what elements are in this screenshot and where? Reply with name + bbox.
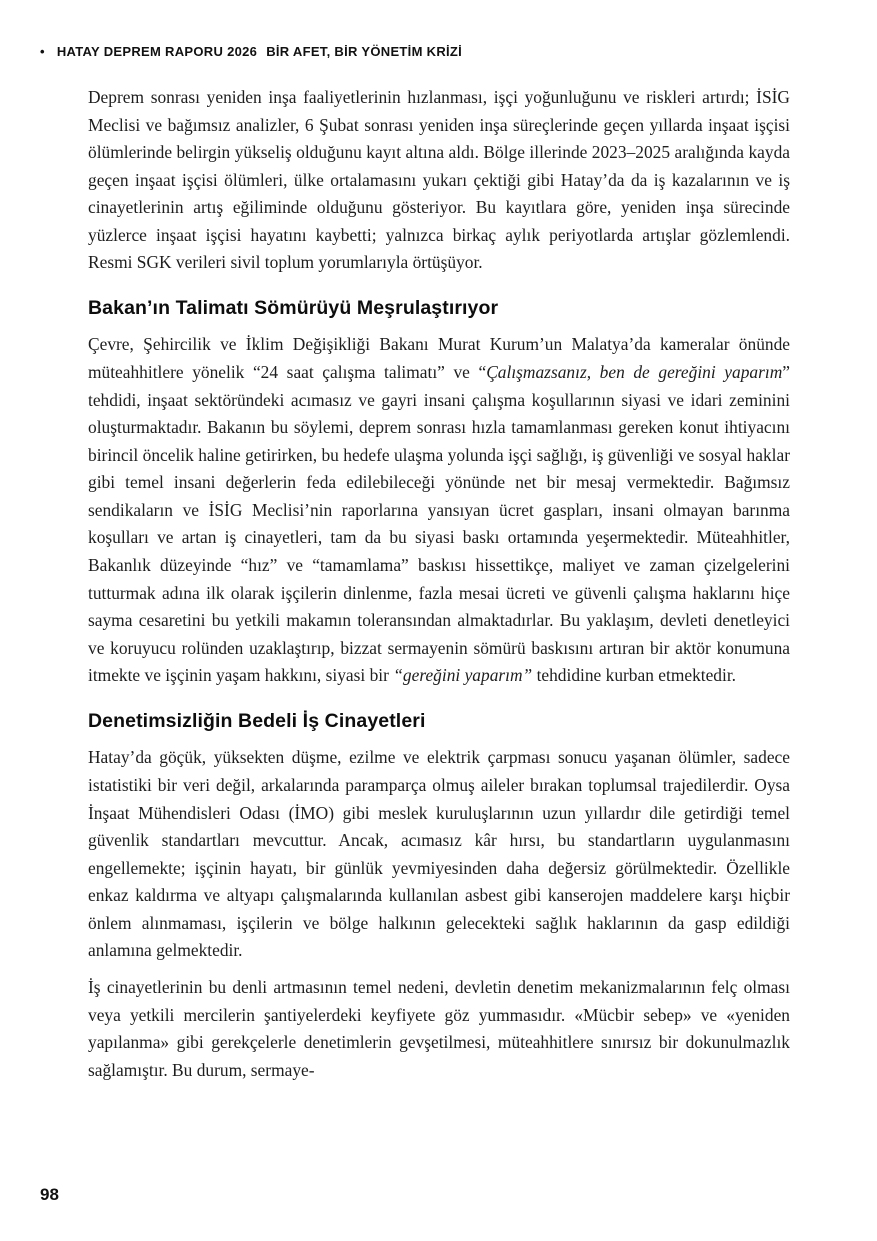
section-heading [88,710,790,733]
body-paragraph [88,84,790,277]
text-run: Hatay’da göçük, yüksekten düşme, ezilme ve elektrik çarpması sonucu yaşanan ölümler, sadece istatistiki bir veri değil, arkalarında paramparça olmuş aileler bırakan toplumsal trajedilerdir. Oysa İnşaat Mühendisleri Odası (İMO) gibi meslek kuruluşlarının uzun yıllardır dile getirdiği temel güvenlik standartları mevcuttur. Ancak, acımasız kâr hırsı, bu standartların uygulanmasını engellemekte; işçinin hayatı, bir günlük yevmiyesinden daha değersiz görülmektedir. Özellikle enkaz kaldırma ve altyapı çalışmalarında kullanılan asbest gibi kanserojen maddelere karşı hiçbir önlem alınmaması, işçilerin ve bölge halkının gelecekteki sağlık haklarının da gasp edildiği anlamına gelmektedir. [88,747,790,961]
text-run: ” tehdidi, inşaat sektöründeki acımasız ve gayri insani çalışma koşullarının siyasi ve idari zeminini oluşturmaktadır. Bakanın bu söylemi, deprem sonrası hızla tamamlanması gereken konut ihtiyacını birincil öncelik haline getirirken, bu hedefe ulaşma yolunda işçi sağlığı, iş güvenliği ve sosyal haklar gibi temel insani değerlerin feda edilebileceği yönünde net bir mesaj vermektedir. Bağımsız sendikaların ve İSİG Meclisi’nin raporlarına yansıyan ücret gaspları, insani olmayan barınma koşulları ve artan iş cinayetleri, tam da bu siyasi baskı ortamında yeşermektedir. Müteahhitler, Bakanlık düzeyinde “hız” ve “tamamlama” baskısı hissettikçe, maliyet ve zaman çizelgelerini tutturmak adına ilk olarak işçilerin dinlenme, fazla mesai ücreti ve güvenli çalışma haklarını hiçe sayma cesaretini bu yetkili makamın toleransından almaktadırlar. Bu yaklaşım, devleti denetleyici ve koruyucu rolünden uzaklaştırıp, bizzat sermayenin sömürü baskısını artıran bir aktör konumuna itmekte ve işçinin yaşam hakkını, siyasi bir [88,362,790,686]
italic-text-run: “gereğini yaparım” [393,665,533,686]
section-heading [88,297,790,320]
text-run: tehdidine kurban etmektedir. [532,665,737,686]
report-title: HATAY DEPREM RAPORU 2026 [56,44,258,59]
text-run: İş cinayetlerinin bu denli artmasının temel nedeni, devletin denetim mekanizmalarının felç olması veya yetkili mercilerin şantiyelerdeki keyfiyete göz yummasıdır. «Mücbir sebep» ve «yeniden yapılanma» gibi gerekçelerle denetimlerin gevşetilmesi, müteahhitlere sınırsız bir dokunulmazlık sağlamıştır. Bu durum, sermaye- [88,976,790,1080]
running-header [40,44,462,59]
document-body [88,84,790,1093]
body-paragraph [88,331,790,690]
bullet-icon: • [40,44,45,59]
body-paragraph [88,974,790,1084]
text-run: Çevre, Şehircilik ve İklim Değişikliği Bakanı Murat Kurum’un Malatya’da kameralar önünde müteahhitlere yönelik “24 saat çalışma talimatı” ve “ [88,334,790,383]
text-run: Bakan’ın Talimatı Sömürüyü Meşrulaştırıyor [88,297,499,320]
text-run: Deprem sonrası yeniden inşa faaliyetlerinin hızlanması, işçi yoğunluğunu ve riskleri artırdı; İSİG Meclisi ve bağımsız analizler, 6 Şubat sonrası yeniden inşa süreçlerinde geçen yıllarda inşaat işçisi ölümlerinde belirgin yükseliş olduğunu kayıt altına aldı. Bölge illerinde 2023–2025 aralığında kayda geçen inşaat işçisi ölümleri, ülke ortalamasını yukarı çektiği gibi Hatay’da da iş kazalarının ve iş cinayetlerinin artış eğiliminde olduğunu gösteriyor. Bu kayıtlara göre, yeniden inşa sürecinde yüzlerce inşaat işçisi hayatını kaybetti; yalnızca birkaç aylık periyotlarda artışlar gözlemlendi. Resmi SGK verileri sivil toplum yorumlarıyla örtüşüyor. [88,87,790,273]
page-number: 98 [40,1185,59,1204]
report-subtitle: BİR AFET, BİR YÖNETİM KRİZİ [266,44,463,59]
italic-text-run: Çalışmazsanız, ben de gereğini yaparım [486,362,783,383]
text-run: Denetimsizliğin Bedeli İş Cinayetleri [88,709,426,732]
body-paragraph [88,744,790,965]
